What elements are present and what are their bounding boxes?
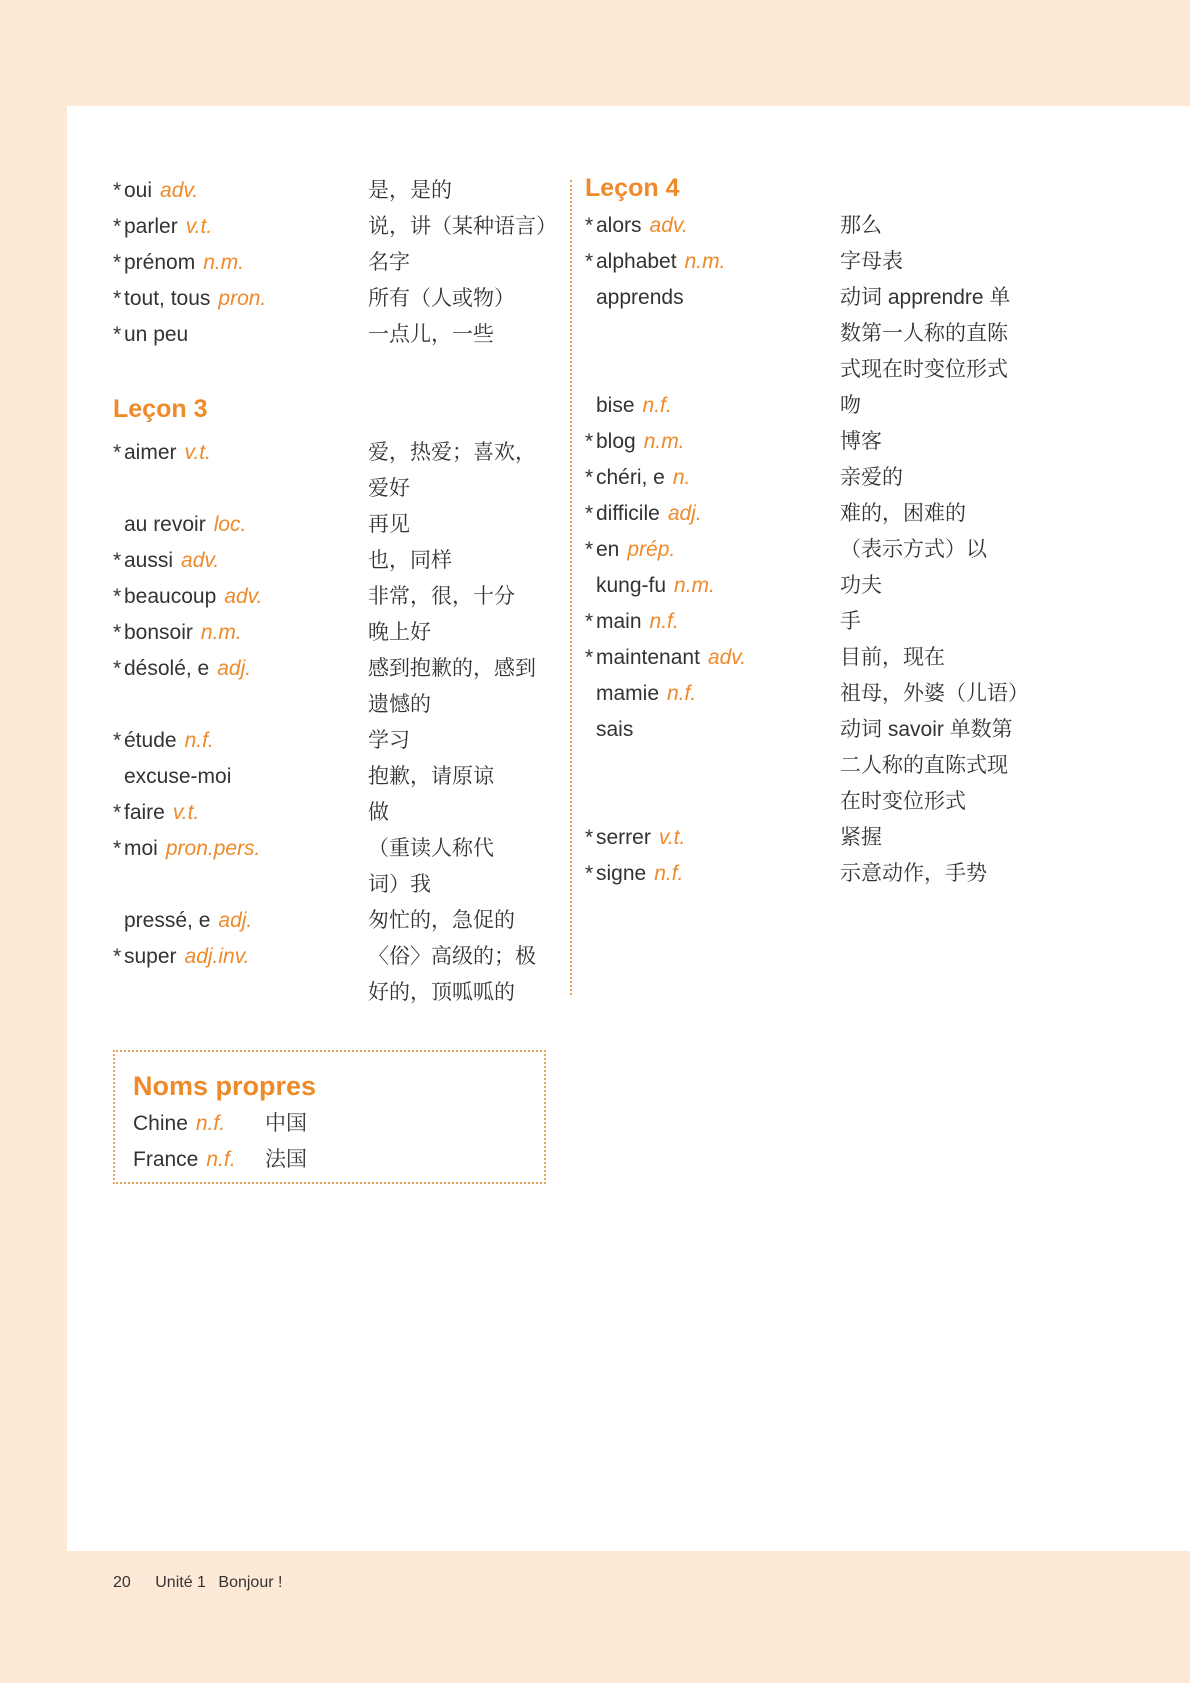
word: oui xyxy=(124,179,153,202)
definition-line: 学习 xyxy=(368,729,410,752)
vocab-entry xyxy=(585,280,1055,388)
french-term xyxy=(585,460,840,496)
part-of-speech: n.m. xyxy=(643,430,685,453)
french-term xyxy=(113,651,368,723)
key-word-marker: * xyxy=(585,862,594,885)
vocab-entry xyxy=(585,244,1055,280)
definition-line: 博客 xyxy=(840,430,882,453)
word: moi xyxy=(124,837,158,860)
part-of-speech: adv. xyxy=(181,549,220,572)
french-term xyxy=(585,388,840,424)
chinese-definition: 中国 xyxy=(265,1112,307,1135)
chinese-definition xyxy=(840,676,1055,712)
word: kung-fu xyxy=(596,574,667,597)
definition-line: 祖母，外婆（儿语） xyxy=(840,682,1029,705)
part-of-speech: n.m. xyxy=(674,574,715,597)
part-of-speech: n.m. xyxy=(200,621,242,644)
key-word-marker: * xyxy=(585,466,594,489)
french-term xyxy=(585,712,840,820)
part-of-speech: n.f. xyxy=(654,862,684,885)
word: apprends xyxy=(596,286,684,309)
vocab-entry xyxy=(113,507,553,543)
definition-line: （重读人称代 xyxy=(368,837,494,860)
chinese-definition xyxy=(368,435,553,507)
page-number: 20 xyxy=(113,1574,131,1591)
definition-line: 动词 apprendre 单 xyxy=(840,286,1011,309)
part-of-speech: v.t. xyxy=(172,801,200,824)
lecon4-title: Leçon 4 xyxy=(585,174,680,202)
part-of-speech: adj. xyxy=(217,657,252,680)
french-term xyxy=(585,208,840,244)
french-term xyxy=(133,1142,265,1178)
chinese-definition xyxy=(368,831,553,903)
page-footer xyxy=(113,1574,302,1592)
part-of-speech: adj. xyxy=(667,502,702,525)
key-word-marker: * xyxy=(113,585,122,608)
chinese-definition xyxy=(368,615,553,651)
vocab-entry xyxy=(113,435,553,507)
key-word-marker: * xyxy=(113,657,122,680)
word: chéri, e xyxy=(596,466,665,489)
key-word-marker: * xyxy=(113,837,122,860)
word: blog xyxy=(596,430,636,453)
part-of-speech: n. xyxy=(672,466,691,489)
definition-line: 爱，热爱；喜欢， xyxy=(368,441,536,464)
french-term xyxy=(113,795,368,831)
french-term xyxy=(585,856,840,892)
left-column xyxy=(113,173,557,1011)
definition-line: 数第一人称的直陈 xyxy=(840,322,1008,345)
vocab-entry xyxy=(585,208,1055,244)
vocab-entry xyxy=(113,209,557,245)
chinese-definition xyxy=(840,712,1055,820)
french-term xyxy=(585,820,840,856)
chinese-definition xyxy=(368,543,553,579)
french-term xyxy=(585,496,840,532)
vocab-entry xyxy=(113,543,553,579)
chinese-definition xyxy=(368,795,553,831)
part-of-speech: adj.inv. xyxy=(184,945,250,968)
part-of-speech: pron.pers. xyxy=(165,837,261,860)
key-word-marker: * xyxy=(585,502,594,525)
vocab-entry xyxy=(113,759,553,795)
part-of-speech: n.m. xyxy=(203,251,245,274)
definition-line: 爱好 xyxy=(368,477,410,500)
word: bonsoir xyxy=(124,621,193,644)
chinese-definition xyxy=(368,245,553,281)
french-term xyxy=(113,543,368,579)
chinese-definition xyxy=(840,388,1055,424)
key-word-marker: * xyxy=(113,215,122,238)
french-term xyxy=(585,280,840,388)
chinese-definition xyxy=(840,460,1055,496)
chinese-definition xyxy=(840,568,1055,604)
french-term xyxy=(133,1106,265,1142)
vocab-entry xyxy=(585,568,1055,604)
definition-line: 在时变位形式 xyxy=(840,790,966,813)
column-divider xyxy=(570,180,572,995)
vocab-entry xyxy=(585,856,1055,892)
key-word-marker: * xyxy=(585,826,594,849)
chinese-definition xyxy=(840,820,1055,856)
french-term xyxy=(113,831,368,903)
footer-title: Bonjour ! xyxy=(218,1574,283,1591)
part-of-speech: n.f. xyxy=(667,682,697,705)
word: France xyxy=(133,1148,199,1171)
key-word-marker: * xyxy=(113,801,122,824)
french-term xyxy=(585,568,840,604)
word: désolé, e xyxy=(124,657,210,680)
key-word-marker: * xyxy=(113,287,122,310)
word: un peu xyxy=(124,323,189,346)
definition-line: 好的，顶呱呱的 xyxy=(368,981,515,1004)
word: signe xyxy=(596,862,647,885)
definition-line: （表示方式）以 xyxy=(840,538,987,561)
vocab-entry xyxy=(113,317,553,353)
definition-line: 二人称的直陈式现 xyxy=(840,754,1008,777)
vocab-entry xyxy=(585,640,1055,676)
vocab-entry xyxy=(585,532,1055,568)
vocab-entry xyxy=(585,820,1055,856)
definition-line: 一点儿，一些 xyxy=(368,323,494,346)
french-term xyxy=(113,173,368,209)
word: étude xyxy=(124,729,177,752)
definition-line: 词）我 xyxy=(368,873,431,896)
key-word-marker: * xyxy=(113,621,122,644)
definition-line: 说，讲（某种语言） xyxy=(368,215,557,238)
definition-line: 吻 xyxy=(840,394,861,417)
part-of-speech: pron. xyxy=(218,287,267,310)
word: en xyxy=(596,538,620,561)
right-column xyxy=(585,168,1055,892)
definition-line: 难的，困难的 xyxy=(840,502,966,525)
french-term xyxy=(585,532,840,568)
vocab-entry xyxy=(585,676,1055,712)
word: mamie xyxy=(596,682,660,705)
part-of-speech: v.t. xyxy=(658,826,686,849)
word: serrer xyxy=(596,826,651,849)
french-term xyxy=(113,245,368,281)
vocab-entry xyxy=(585,604,1055,640)
key-word-marker: * xyxy=(585,430,594,453)
french-term xyxy=(113,723,368,759)
key-word-marker: * xyxy=(585,610,594,633)
french-term xyxy=(113,903,368,939)
part-of-speech: adv. xyxy=(160,179,199,202)
vocab-entry xyxy=(585,496,1055,532)
word: aussi xyxy=(124,549,174,572)
definition-line: 目前，现在 xyxy=(840,646,945,669)
vocab-entry xyxy=(113,723,553,759)
definition-line: 也，同样 xyxy=(368,549,452,572)
definition-line: 动词 savoir 单数第 xyxy=(840,718,1013,741)
french-term xyxy=(113,615,368,651)
french-term xyxy=(113,435,368,507)
french-term xyxy=(585,244,840,280)
chinese-definition xyxy=(368,173,553,209)
chinese-definition: 法国 xyxy=(265,1148,307,1171)
word: main xyxy=(596,610,642,633)
chinese-definition xyxy=(840,244,1055,280)
vocab-entry xyxy=(113,795,553,831)
key-word-marker: * xyxy=(585,538,594,561)
chinese-definition xyxy=(368,759,553,795)
definition-line: 紧握 xyxy=(840,826,882,849)
lecon3-entries xyxy=(113,435,553,1011)
definition-line: 那么 xyxy=(840,214,882,237)
part-of-speech: v.t. xyxy=(184,441,211,464)
key-word-marker: * xyxy=(113,179,122,202)
key-word-marker: * xyxy=(113,251,122,274)
definition-line: 〈俗〉高级的；极 xyxy=(368,945,536,968)
key-word-marker: * xyxy=(585,646,594,669)
chinese-definition xyxy=(840,640,1055,676)
chinese-definition xyxy=(840,496,1055,532)
word: beaucoup xyxy=(124,585,217,608)
chinese-definition xyxy=(368,723,553,759)
word: Chine xyxy=(133,1112,188,1135)
chinese-definition xyxy=(368,651,553,723)
part-of-speech: prép. xyxy=(627,538,676,561)
chinese-definition xyxy=(368,209,557,245)
vocab-entry xyxy=(113,579,553,615)
french-term xyxy=(113,759,368,795)
definition-line: 是，是的 xyxy=(368,179,452,202)
vocab-entry xyxy=(113,651,553,723)
part-of-speech: n.f. xyxy=(649,610,679,633)
definition-line: 晚上好 xyxy=(368,621,431,644)
word: faire xyxy=(124,801,165,824)
french-term xyxy=(113,579,368,615)
definition-line: 字母表 xyxy=(840,250,903,273)
noms-propres-box xyxy=(113,1050,546,1184)
part-of-speech: n.f. xyxy=(195,1112,226,1135)
chinese-definition xyxy=(840,856,1055,892)
chinese-definition xyxy=(368,579,553,615)
part-of-speech: loc. xyxy=(213,513,247,536)
definition-line: 做 xyxy=(368,801,389,824)
definition-line: 名字 xyxy=(368,251,410,274)
chinese-definition xyxy=(368,317,553,353)
vocab-entry xyxy=(113,831,553,903)
key-word-marker: * xyxy=(113,729,122,752)
key-word-marker: * xyxy=(585,214,594,237)
part-of-speech: adv. xyxy=(224,585,263,608)
definition-line: 再见 xyxy=(368,513,410,536)
vocab-entry xyxy=(113,245,553,281)
word: aimer xyxy=(124,441,177,464)
vocab-entry xyxy=(585,712,1055,820)
chinese-definition xyxy=(840,424,1055,460)
definition-line: 式现在时变位形式 xyxy=(840,358,1008,381)
vocab-entry xyxy=(113,281,553,317)
word: alphabet xyxy=(596,250,677,273)
definition-line: 感到抱歉的，感到 xyxy=(368,657,536,680)
french-term xyxy=(113,939,368,1011)
french-term xyxy=(113,317,368,353)
word: pressé, e xyxy=(124,909,211,932)
word: super xyxy=(124,945,177,968)
french-term xyxy=(113,209,368,245)
word: maintenant xyxy=(596,646,700,669)
key-word-marker: * xyxy=(113,549,122,572)
word: bise xyxy=(596,394,635,417)
vocab-entry xyxy=(113,173,553,209)
chinese-definition xyxy=(368,903,553,939)
definition-line: 遗憾的 xyxy=(368,693,431,716)
vocab-entry xyxy=(585,424,1055,460)
part-of-speech: adv. xyxy=(649,214,688,237)
noms-propres-title: Noms propres xyxy=(133,1071,317,1101)
chinese-definition xyxy=(840,604,1055,640)
part-of-speech: adv. xyxy=(707,646,747,669)
definition-line: 手 xyxy=(840,610,861,633)
word: prénom xyxy=(124,251,196,274)
noms-propres-list xyxy=(133,1106,526,1178)
chinese-definition xyxy=(840,280,1055,388)
part-of-speech: adj. xyxy=(218,909,253,932)
lecon3-title: Leçon 3 xyxy=(113,395,208,423)
word: au revoir xyxy=(124,513,206,536)
vocab-entry xyxy=(585,388,1055,424)
definition-line: 功夫 xyxy=(840,574,882,597)
definition-line: 匆忙的，急促的 xyxy=(368,909,515,932)
key-word-marker: * xyxy=(585,250,594,273)
french-term xyxy=(585,676,840,712)
footer-unit: Unité 1 xyxy=(155,1574,206,1591)
key-word-marker: * xyxy=(113,945,122,968)
part-of-speech: v.t. xyxy=(185,215,213,238)
entries-top xyxy=(113,173,557,353)
word: excuse-moi xyxy=(124,765,232,788)
french-term xyxy=(585,604,840,640)
french-term xyxy=(585,640,840,676)
vocab-entry xyxy=(113,903,553,939)
proper-noun-entry xyxy=(133,1142,526,1178)
proper-noun-entry xyxy=(133,1106,526,1142)
part-of-speech: n.f. xyxy=(184,729,214,752)
word: parler xyxy=(124,215,178,238)
word: tout, tous xyxy=(124,287,211,310)
lecon4-entries xyxy=(585,208,1055,892)
vocab-entry xyxy=(113,939,553,1011)
chinese-definition xyxy=(368,939,553,1011)
french-term xyxy=(113,281,368,317)
chinese-definition xyxy=(840,532,1055,568)
part-of-speech: n.f. xyxy=(206,1148,236,1171)
chinese-definition xyxy=(368,281,553,317)
french-term xyxy=(113,507,368,543)
vocab-entry xyxy=(113,615,553,651)
part-of-speech: n.m. xyxy=(684,250,726,273)
definition-line: 抱歉，请原谅 xyxy=(368,765,494,788)
word: sais xyxy=(596,718,634,741)
definition-line: 所有（人或物） xyxy=(368,287,515,310)
word: alors xyxy=(596,214,642,237)
key-word-marker: * xyxy=(113,323,122,346)
definition-line: 示意动作，手势 xyxy=(840,862,987,885)
chinese-definition xyxy=(840,208,1055,244)
vocab-entry xyxy=(585,460,1055,496)
french-term xyxy=(585,424,840,460)
part-of-speech: n.f. xyxy=(642,394,672,417)
definition-line: 非常，很，十分 xyxy=(368,585,515,608)
definition-line: 亲爱的 xyxy=(840,466,903,489)
word: difficile xyxy=(596,502,660,525)
key-word-marker: * xyxy=(113,441,122,464)
chinese-definition xyxy=(368,507,553,543)
